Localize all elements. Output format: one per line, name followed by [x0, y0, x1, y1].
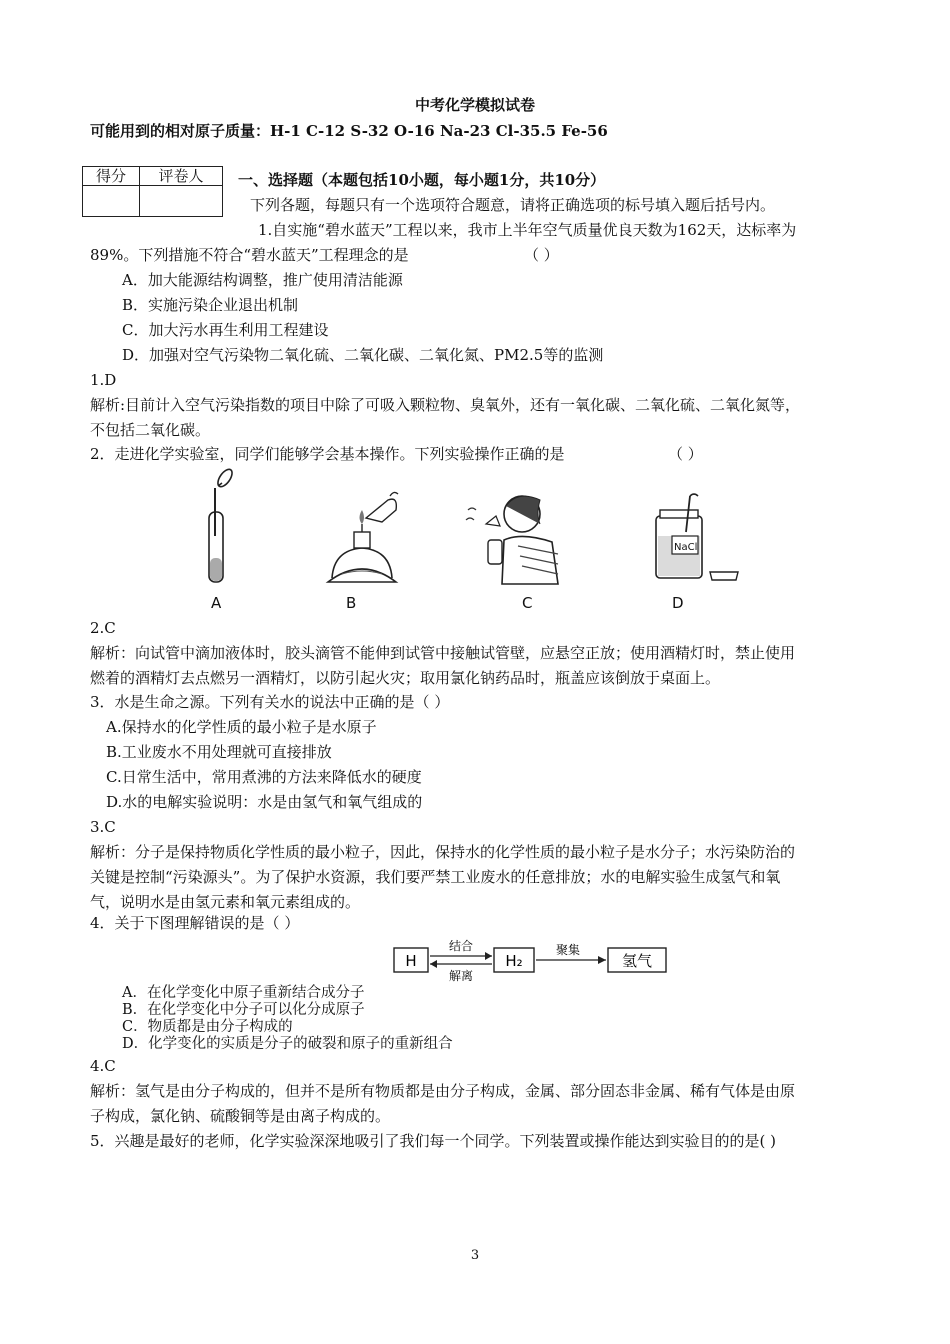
page-title: 中考化学模拟试卷 — [414, 96, 535, 114]
q2-stem: 2．走进化学实验室，同学们能够学会基本操作。下列实验操作正确的是 — [90, 445, 565, 463]
figure-c-student-smelling — [462, 480, 572, 586]
figure-a-dropper-test-tube — [195, 466, 255, 616]
diagram-arrow-gather: 聚集 — [555, 943, 581, 957]
q1-paren: （ ） — [524, 246, 559, 264]
q3-option-d: D.水的电解实验说明：水是由氢气和氧气组成的 — [106, 793, 423, 811]
section-instruction: 下列各题，每题只有一个选项符合题意，请将正确选项的标号填入题后括号内。 — [250, 196, 776, 214]
section-heading: 一、选择题（本题包括10小题，每小题1分，共10分） — [238, 171, 606, 189]
score-cell — [83, 186, 140, 217]
figure-b-alcohol-lamps — [322, 488, 402, 594]
figure-label-a: A — [211, 594, 222, 612]
q3-stem: 3．水是生命之源。下列有关水的说法中正确的是（ ） — [90, 693, 450, 711]
q4-answer: 4.C — [90, 1057, 116, 1075]
q1-line1: 1.自实施“碧水蓝天”工程以来，我市上半年空气质量优良天数为162天，达标率为 — [258, 221, 797, 239]
diagram-arrow-combine: 结合 — [448, 939, 474, 953]
q3-analysis-2: 关键是控制“污染源头”。为了保护水资源，我们要严禁工业废水的任意排放；水的电解实验生成氢气和氧 — [90, 868, 781, 886]
q1-answer: 1.D — [90, 371, 117, 389]
q4-option-d: D．化学变化的实质是分子的破裂和原子的重新组合 — [122, 1036, 453, 1052]
q1-option-b: B．实施污染企业退出机制 — [122, 296, 299, 314]
q1-analysis-1: 解析:目前计入空气污染指数的项目中除了可吸入颗粒物、臭氧外，还有一氧化碳、二氧化硫、二氧化氮等， — [90, 396, 801, 414]
atomic-masses: 可能用到的相对原子质量：H-1 C-12 S-32 O-16 Na-23 Cl-35.5 Fe-56 — [90, 122, 608, 140]
q2-analysis-1: 解析：向试管中滴加液体时，胶头滴管不能伸到试管中接触试管壁，应悬空正放；使用酒精灯时，禁止使用 — [90, 644, 796, 662]
figure-label-b: B — [346, 594, 357, 612]
q5-stem: 5．兴趣是最好的老师，化学实验深深地吸引了我们每一个同学。下列装置或操作能达到实验目的的是( ) — [90, 1132, 777, 1150]
q2-analysis-2: 燃着的酒精灯去点燃另一酒精灯，以防引起火灾；取用氯化钠药品时，瓶盖应该倒放于桌面上。 — [90, 669, 721, 687]
q4-option-c: C．物质都是由分子构成的 — [122, 1019, 293, 1035]
nacl-label: NaCl — [674, 542, 698, 553]
q1-analysis-2: 不包括二氧化碳。 — [90, 421, 211, 439]
page-number: 3 — [470, 1248, 480, 1263]
q3-option-c: C.日常生活中，常用煮沸的方法来降低水的硬度 — [106, 768, 422, 786]
q2-paren: （ ） — [668, 445, 703, 463]
q1-option-c: C．加大污水再生利用工程建设 — [122, 321, 329, 339]
q3-option-b: B.工业废水不用处理就可直接排放 — [106, 743, 332, 761]
q4-option-a: A．在化学变化中原子重新结合成分子 — [122, 985, 365, 1001]
q3-answer: 3.C — [90, 818, 116, 836]
q2-answer: 2.C — [90, 619, 116, 637]
diagram-arrow-dissociate: 解离 — [448, 969, 474, 982]
q3-analysis-1: 解析：分子是保持物质化学性质的最小粒子，因此，保持水的化学性质的最小粒子是水分子；水污染防治的 — [90, 843, 796, 861]
score-table — [82, 166, 223, 217]
q3-analysis-3: 气，说明水是由氢元素和氧元素组成的。 — [90, 893, 361, 911]
q4-stem: 4．关于下图理解错误的是（ ） — [90, 914, 300, 932]
grader-cell — [140, 186, 223, 217]
q4-analysis-2: 子构成，氯化钠、硫酸铜等是由离子构成的。 — [90, 1107, 391, 1125]
diagram-box-h2: H₂ — [505, 952, 523, 970]
q1-option-a: A．加大能源结构调整，推广使用清洁能源 — [122, 271, 403, 289]
q4-analysis-1: 解析：氢气是由分子构成的，但并不是所有物质都是由分子构成，金属、部分固态非金属、稀有气体是由原 — [90, 1082, 796, 1100]
diagram-box-h: H — [405, 952, 417, 970]
q1-option-d: D．加强对空气污染物二氧化硫、二氧化碳、二氧化氮、PM2.5等的监测 — [122, 346, 604, 364]
q4-option-b: B．在化学变化中分子可以化分成原子 — [122, 1002, 365, 1018]
q4-process-diagram — [392, 934, 672, 982]
figure-label-d: D — [672, 594, 684, 612]
figure-d-nacl-jar — [650, 492, 745, 592]
diagram-box-hydrogen: 氢气 — [621, 952, 653, 970]
score-header: 得分 — [83, 167, 140, 186]
grader-header: 评卷人 — [140, 167, 223, 186]
q3-option-a: A.保持水的化学性质的最小粒子是水原子 — [106, 718, 377, 736]
q1-line2: 89%。下列措施不符合“碧水蓝天”工程理念的是 — [90, 246, 409, 264]
figure-label-c: C — [522, 594, 533, 612]
